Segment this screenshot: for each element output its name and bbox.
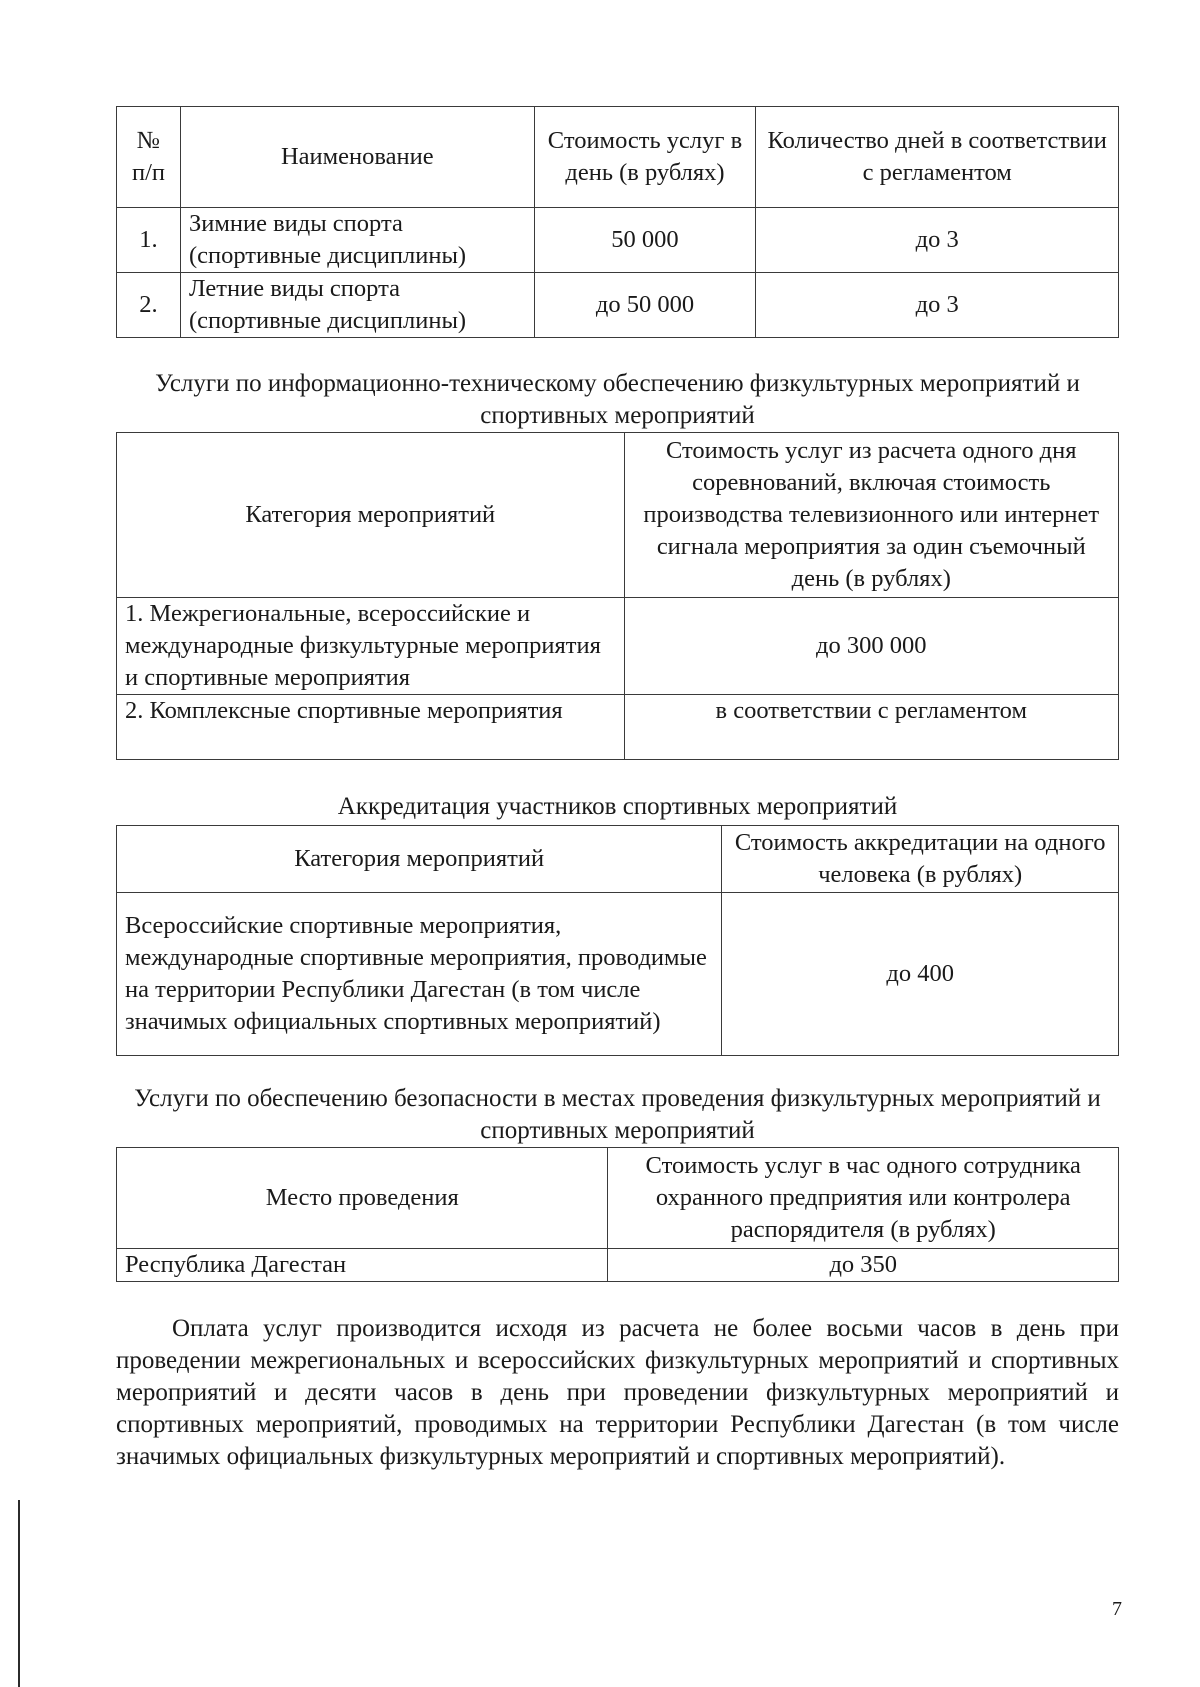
header-days: Количество дней в соответствии с регламентом (756, 107, 1119, 208)
section-title-accreditation: Аккредитация участников спортивных мероприятий (337, 793, 898, 820)
header-name: Наименование (180, 107, 534, 208)
table-row (117, 273, 1119, 338)
row-name: Зимние виды спорта (спортивные дисциплины) (180, 208, 534, 273)
row-cost: 50 000 (534, 208, 756, 273)
page-number: 7 (1112, 1598, 1122, 1620)
table-header-row (117, 826, 1119, 893)
row-days: до 3 (756, 273, 1119, 338)
scan-edge-line (18, 1500, 20, 1687)
row-cost: до 300 000 (624, 598, 1118, 695)
header-cost-per-day: Стоимость услуг в день (в рублях) (534, 107, 756, 208)
table-header-row (117, 107, 1119, 208)
row-location: Республика Дагестан (117, 1249, 608, 1282)
row-number: 2. (117, 273, 181, 338)
row-cost: до 50 000 (534, 273, 756, 338)
row-category: 1. Межрегиональные, всероссийские и международные физкультурные мероприятия и спортивные мероприятия (117, 598, 625, 695)
table-row (117, 208, 1119, 273)
row-cost: до 400 (722, 893, 1119, 1056)
info-tech-table (116, 432, 1119, 760)
sport-disciplines-table (116, 106, 1119, 338)
table-header-row (117, 1148, 1119, 1249)
header-location: Место проведения (117, 1148, 608, 1249)
row-days: до 3 (756, 208, 1119, 273)
section-title-info-tech: Услуги по информационно-техническому обеспечению физкультурных мероприятий и спортивных мероприятий (155, 370, 1080, 429)
table-row (117, 695, 1119, 760)
row-category: 2. Комплексные спортивные мероприятия (117, 695, 625, 760)
table-header-row (117, 433, 1119, 598)
table-row (117, 893, 1119, 1056)
payment-terms-paragraph: Оплата услуг производится исходя из расчета не более восьми часов в день при проведении межрегиональных и всероссийских физкультурных мероприятий и спортивных мероприятий и десяти часов в день при проведении физкультурных мероприятий и спортивных мероприятий, проводимых на территории Республики Дагестан (в том числе значимых официальных физкультурных мероприятий и спортивных мероприятий). (116, 1315, 1119, 1470)
row-number: 1. (117, 208, 181, 273)
row-cost: до 350 (608, 1249, 1119, 1282)
row-cost: в соответствии с регламентом (624, 695, 1118, 760)
header-cost: Стоимость услуг из расчета одного дня соревнований, включая стоимость производства телевизионного или интернет сигнала мероприятия за один съемочный день (в рублях) (624, 433, 1118, 598)
accreditation-table (116, 825, 1119, 1056)
header-category: Категория мероприятий (117, 826, 722, 893)
header-cost: Стоимость услуг в час одного сотрудника охранного предприятия или контролера распорядителя (в рублях) (608, 1148, 1119, 1249)
header-cost: Стоимость аккредитации на одного человека (в рублях) (722, 826, 1119, 893)
row-name: Летние виды спорта (спортивные дисциплины) (180, 273, 534, 338)
security-table (116, 1147, 1119, 1282)
section-title-security: Услуги по обеспечению безопасности в местах проведения физкультурных мероприятий и спортивных мероприятий (134, 1085, 1101, 1144)
row-category: Всероссийские спортивные мероприятия, международные спортивные мероприятия, проводимые на территории Республики Дагестан (в том числе значимых официальных спортивных мероприятий) (117, 893, 722, 1056)
table-row (117, 598, 1119, 695)
header-category: Категория мероприятий (117, 433, 625, 598)
table-row (117, 1249, 1119, 1282)
header-number: № п/п (117, 107, 181, 208)
